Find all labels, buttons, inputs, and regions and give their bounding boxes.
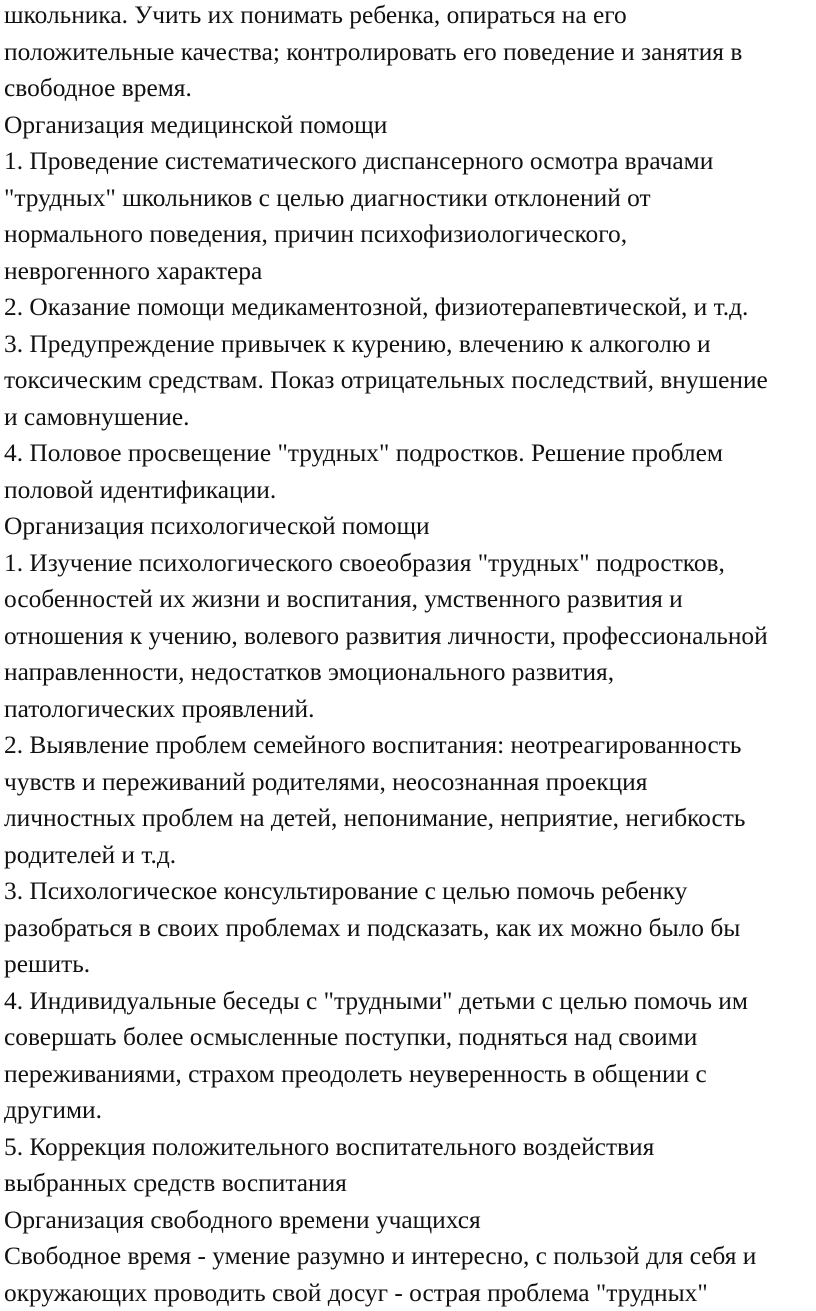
text-line: и самовнушение. bbox=[4, 399, 812, 436]
text-line: выбранных средств воспитания bbox=[4, 1165, 812, 1202]
text-line: "трудных" школьников с целью диагностики отклонений от bbox=[4, 180, 812, 217]
text-line: свободное время. bbox=[4, 70, 812, 107]
section-heading-medical: Организация медицинской помощи bbox=[4, 107, 812, 144]
text-line: Свободное время - умение разумно и интересно, с пользой для себя и bbox=[4, 1238, 812, 1275]
text-line: 3. Психологическое консультирование с целью помочь ребенку bbox=[4, 873, 812, 910]
section-heading-free-time: Организация свободного времени учащихся bbox=[4, 1202, 812, 1239]
text-line: токсическим средствам. Показ отрицательных последствий, внушение bbox=[4, 362, 812, 399]
text-line: патологических проявлений. bbox=[4, 691, 812, 728]
text-line: 1. Проведение систематического диспансерного осмотра врачами bbox=[4, 143, 812, 180]
text-line: родителей и т.д. bbox=[4, 837, 812, 874]
text-line: 4. Половое просвещение "трудных" подростков. Решение проблем bbox=[4, 435, 812, 472]
text-line: 1. Изучение психологического своеобразия "трудных" подростков, bbox=[4, 545, 812, 582]
text-line: другими. bbox=[4, 1092, 812, 1129]
text-line: 5. Коррекция положительного воспитательного воздействия bbox=[4, 1129, 812, 1166]
text-line: особенностей их жизни и воспитания, умственного развития и bbox=[4, 581, 812, 618]
section-heading-psychological: Организация психологической помощи bbox=[4, 508, 812, 545]
text-line: неврогенного характера bbox=[4, 253, 812, 290]
text-line: совершать более осмысленные поступки, подняться над своими bbox=[4, 1019, 812, 1056]
text-line: положительные качества; контролировать его поведение и занятия в bbox=[4, 34, 812, 71]
text-line: нормального поведения, причин психофизиологического, bbox=[4, 216, 812, 253]
text-line: 2. Оказание помощи медикаментозной, физиотерапевтической, и т.д. bbox=[4, 289, 812, 326]
text-line: разобраться в своих проблемах и подсказать, как их можно было бы bbox=[4, 910, 812, 947]
text-line: 2. Выявление проблем семейного воспитания: неотреагированность bbox=[4, 727, 812, 764]
text-line: 4. Индивидуальные беседы с "трудными" детьми с целью помочь им bbox=[4, 983, 812, 1020]
text-line: половой идентификации. bbox=[4, 472, 812, 509]
text-line: личностных проблем на детей, непонимание, неприятие, негибкость bbox=[4, 800, 812, 837]
text-line: окружающих проводить свой досуг - острая проблема "трудных" bbox=[4, 1275, 812, 1311]
text-line: направленности, недостатков эмоционального развития, bbox=[4, 654, 812, 691]
text-line: отношения к учению, волевого развития личности, профессиональной bbox=[4, 618, 812, 655]
text-line: переживаниями, страхом преодолеть неуверенность в общении с bbox=[4, 1056, 812, 1093]
text-line: решить. bbox=[4, 946, 812, 983]
text-line: 3. Предупреждение привычек к курению, влечению к алкоголю и bbox=[4, 326, 812, 363]
text-line: школьника. Учить их понимать ребенка, опираться на его bbox=[4, 0, 812, 34]
text-line: чувств и переживаний родителями, неосознанная проекция bbox=[4, 764, 812, 801]
